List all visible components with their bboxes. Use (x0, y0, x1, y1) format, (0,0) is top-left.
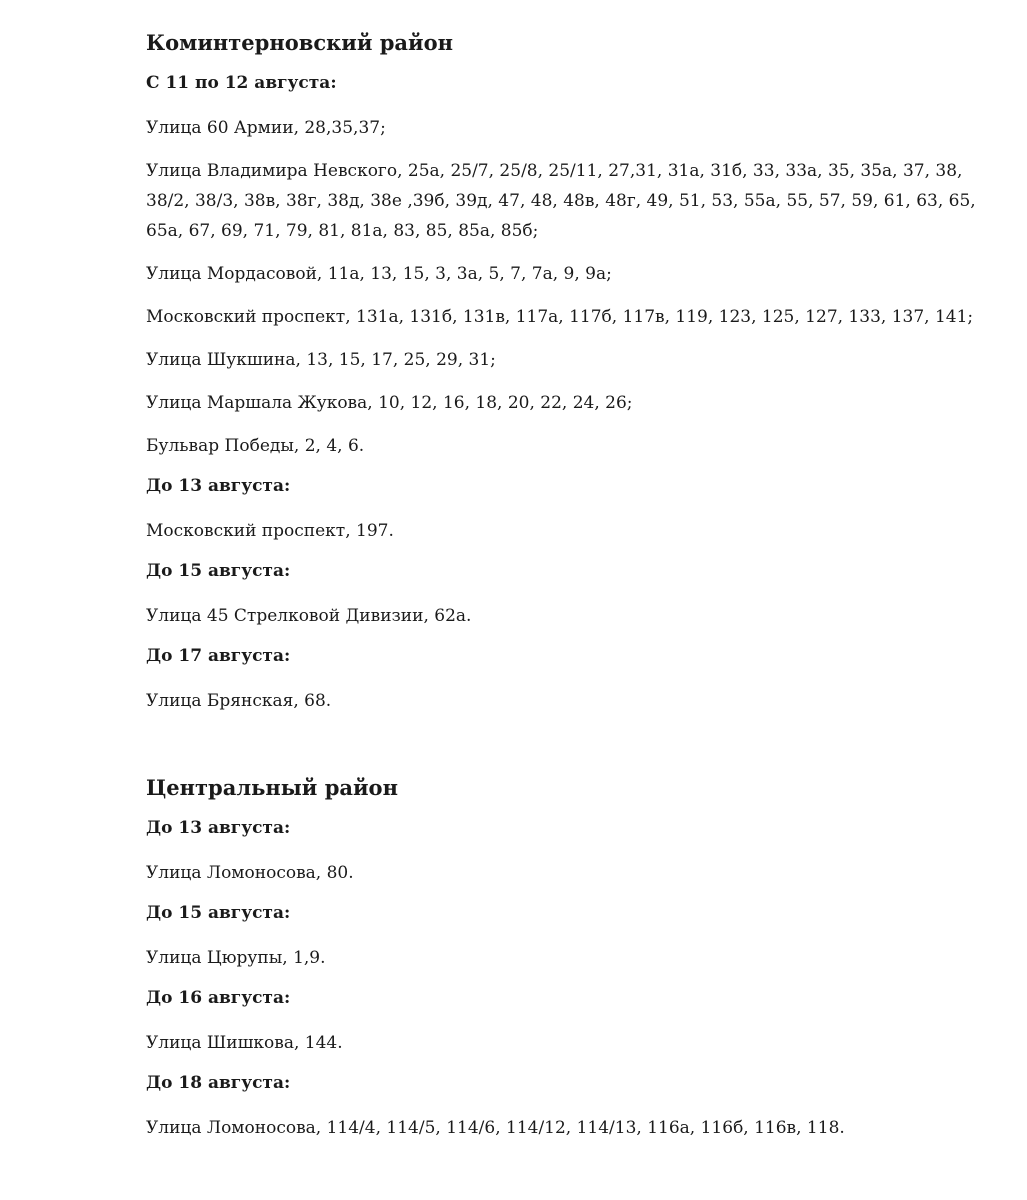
address-entry: Улица 60 Армии, 28,35,37; (146, 118, 386, 138)
document-page (146, 28, 986, 1156)
district-spacer (146, 729, 986, 773)
address-entry: Улица 45 Стрелковой Дивизии, 62а. (146, 606, 472, 626)
address-entry: Бульвар Победы, 2, 4, 6. (146, 436, 365, 456)
date-section (146, 474, 986, 546)
date-section (146, 559, 986, 631)
address-entry: Улица Ломоносова, 114/4, 114/5, 114/6, 114/12, 114/13, 116а, 116б, 116в, 118. (146, 1118, 845, 1138)
date-heading: С 11 по 12 августа: (146, 73, 337, 93)
date-heading: До 13 августа: (146, 818, 291, 838)
date-heading: До 17 августа: (146, 646, 291, 666)
address-entry: Улица Брянская, 68. (146, 691, 332, 711)
date-heading: До 16 августа: (146, 988, 291, 1008)
address-entry: Московский проспект, 131а, 131б, 131в, 117а, 117б, 117в, 119, 123, 125, 127, 133, 137, 141; (146, 307, 974, 327)
district-section-komintern (146, 28, 986, 716)
date-heading: До 15 августа: (146, 561, 291, 581)
district-title: Центральный район (146, 775, 398, 800)
address-entry: Улица Цюрупы, 1,9. (146, 948, 326, 968)
date-heading: До 13 августа: (146, 476, 291, 496)
district-section-central (146, 773, 986, 1143)
address-entry: Улица Ломоносова, 80. (146, 863, 354, 883)
date-section (146, 986, 986, 1058)
address-entry: Улица Маршала Жукова, 10, 12, 16, 18, 20, 22, 24, 26; (146, 393, 633, 413)
date-section (146, 901, 986, 973)
district-title: Коминтерновский район (146, 30, 453, 55)
address-entry: Улица Шишкова, 144. (146, 1033, 343, 1053)
date-heading: До 15 августа: (146, 903, 291, 923)
date-heading: До 18 августа: (146, 1073, 291, 1093)
address-entry: Улица Мордасовой, 11а, 13, 15, 3, 3а, 5, 7, 7а, 9, 9а; (146, 264, 612, 284)
date-section (146, 816, 986, 888)
address-entry: Улица Владимира Невского, 25а, 25/7, 25/8, 25/11, 27,31, 31а, 31б, 33, 33а, 35, 35а, 37, 38, 38/2, 38/3, 38в, 38г, 38д, 38е ,39б, 39д, 47, 48, 48в, 48г, 49, 51, 53, 55а, 55, 57, 59, 61, 63, 65, 65а, 67, 69, 71, 79, 81, 81а, 83, 85, 85а, 85б; (146, 161, 976, 241)
date-section (146, 644, 986, 716)
address-entry: Московский проспект, 197. (146, 521, 394, 541)
date-section (146, 71, 986, 461)
date-section (146, 1071, 986, 1143)
address-entry: Улица Шукшина, 13, 15, 17, 25, 29, 31; (146, 350, 496, 370)
